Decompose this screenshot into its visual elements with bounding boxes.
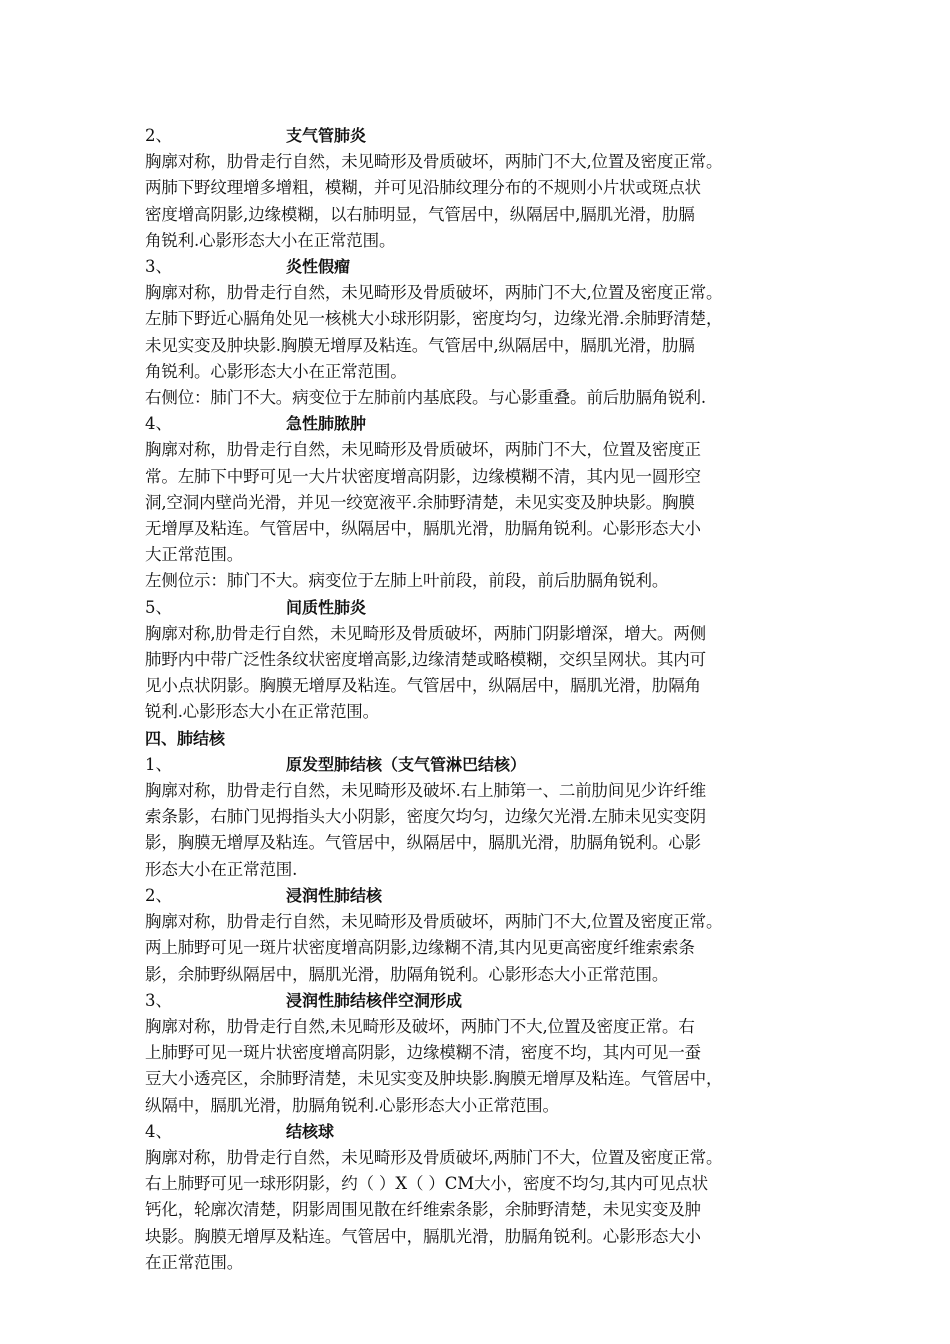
item-number: 2、 — [145, 885, 172, 905]
paragraph-line: 肺野内中带广泛性条纹状密度增高影,边缘清楚或略模糊，交织呈网状。其内可 — [145, 650, 706, 670]
section-heading: 四、肺结核 — [145, 728, 226, 748]
paragraph-line: 无增厚及粘连。气管居中，纵隔居中，膈肌光滑，肋膈角锐利。心影形态大小 — [145, 519, 701, 539]
paragraph-line: 右上肺野可见一球形阴影，约（ ）X（ ）CM大小，密度不均匀,其内可见点状 — [145, 1174, 708, 1194]
paragraph-line: 两上肺野可见一斑片状密度增高阴影,边缘糊不清,其内见更高密度纤维索索条 — [145, 938, 695, 958]
paragraph-line: 胸廓对称，肋骨走行自然，未见畸形及骨质破坏，两肺门不大,位置及密度正常。 — [145, 152, 723, 172]
paragraph-line: 胸廓对称，肋骨走行自然，未见畸形及骨质破坏，两肺门不大,位置及密度正常。 — [145, 912, 723, 932]
item-number: 3、 — [145, 990, 172, 1010]
paragraph-line: 两肺下野纹理增多增粗，模糊，并可见沿肺纹理分布的不规则小片状或斑点状 — [145, 178, 701, 198]
paragraph-line: 胸廓对称，肋骨走行自然，未见畸形及骨质破坏，两肺门不大，位置及密度正 — [145, 440, 701, 460]
paragraph-line: 密度增高阴影,边缘模糊，以右肺明显，气管居中，纵隔居中,膈肌光滑，肋膈 — [145, 204, 695, 224]
item-heading — [145, 254, 825, 280]
paragraph-line: 胸廓对称，肋骨走行自然，未见畸形及骨质破坏,两肺门不大，位置及密度正常。 — [145, 1147, 723, 1167]
item-title: 间质性肺炎 — [286, 597, 367, 617]
item-number: 5、 — [145, 597, 172, 617]
paragraph-line: 左肺下野近心膈角处见一核桃大小球形阴影，密度均匀，边缘光滑.余肺野清楚， — [145, 309, 723, 329]
paragraph-line: 未见实变及肿块影.胸膜无增厚及粘连。气管居中,纵隔居中，膈肌光滑，肋膈 — [145, 335, 695, 355]
item-heading — [145, 123, 825, 149]
paragraph-line: 胸廓对称，肋骨走行自然，未见畸形及破坏.右上肺第一、二前肋间见少许纤维 — [145, 781, 706, 801]
item-title: 急性肺脓肿 — [286, 414, 367, 434]
item-number: 4、 — [145, 414, 172, 434]
item-heading — [145, 411, 825, 437]
paragraph-line: 胸廓对称，肋骨走行自然，未见畸形及骨质破坏，两肺门不大,位置及密度正常。 — [145, 283, 723, 303]
item-number: 2、 — [145, 126, 172, 145]
item-title: 结核球 — [286, 1121, 335, 1141]
item-title: 浸润性肺结核 — [286, 885, 383, 905]
paragraph-line: 角锐利。心影形态大小在正常范围。 — [145, 361, 407, 381]
paragraph-line: 大正常范围。 — [145, 545, 244, 565]
paragraph-line: 块影。胸膜无增厚及粘连。气管居中，膈肌光滑，肋膈角锐利。心影形态大小 — [145, 1226, 701, 1246]
paragraph-line: 角锐利.心影形态大小在正常范围。 — [145, 230, 396, 250]
paragraph-line: 左侧位示：肺门不大。病变位于左肺上叶前段，前段，前后肋膈角锐利。 — [145, 571, 669, 591]
item-title: 支气管肺炎 — [286, 126, 367, 145]
paragraph-line: 见小点状阴影。胸膜无增厚及粘连。气管居中，纵隔居中，膈肌光滑，肋隔角 — [145, 676, 701, 696]
paragraph-line: 形态大小在正常范围. — [145, 859, 298, 879]
item-heading — [145, 595, 825, 621]
item-number: 3、 — [145, 257, 172, 277]
paragraph-line: 影，余肺野纵隔居中，膈肌光滑，肋隔角锐利。心影形态大小正常范围。 — [145, 964, 669, 984]
item-heading — [145, 1119, 825, 1145]
paragraph-line: 右侧位：肺门不大。病变位于左肺前内基底段。与心影重叠。前后肋膈角锐利. — [145, 388, 706, 408]
paragraph-line: 钙化，轮廓次清楚，阴影周围见散在纤维索条影，余肺野清楚，未见实变及肿 — [145, 1200, 701, 1220]
item-heading — [145, 752, 825, 778]
paragraph-line: 索条影，右肺门见拇指头大小阴影，密度欠均匀，边缘欠光滑.左肺未见实变阴 — [145, 807, 706, 827]
paragraph-line: 豆大小透亮区，余肺野清楚，未见实变及肿块影.胸膜无增厚及粘连。气管居中， — [145, 1069, 723, 1089]
item-heading — [145, 988, 825, 1014]
paragraph-line: 胸廓对称，肋骨走行自然,未见畸形及破坏，两肺门不大,位置及密度正常。右 — [145, 1016, 695, 1036]
paragraph-line: 在正常范围。 — [145, 1252, 244, 1272]
item-title: 炎性假瘤 — [286, 257, 351, 277]
item-heading — [145, 883, 825, 909]
document-page — [145, 123, 825, 1276]
paragraph-line: 常。左肺下中野可见一大片状密度增高阴影，边缘模糊不清，其内见一圆形空 — [145, 466, 701, 486]
paragraph-line: 胸廓对称,肋骨走行自然，未见畸形及骨质破坏，两肺门阴影增深，增大。两侧 — [145, 623, 706, 643]
paragraph-line: 影，胸膜无增厚及粘连。气管居中，纵隔居中，膈肌光滑，肋膈角锐利。心影 — [145, 833, 701, 853]
paragraph-line: 上肺野可见一斑片状密度增高阴影，边缘模糊不清，密度不均，其内可见一蚕 — [145, 1043, 701, 1063]
paragraph-line: 洞,空洞内壁尚光滑，并见一绞宽液平.余肺野清楚，未见实变及肿块影。胸膜 — [145, 492, 695, 512]
item-number: 4、 — [145, 1121, 172, 1141]
item-title: 原发型肺结核（支气管淋巴结核） — [286, 754, 527, 774]
item-title: 浸润性肺结核伴空洞形成 — [286, 990, 463, 1010]
item-number: 1、 — [145, 754, 172, 774]
paragraph-line: 锐利.心影形态大小在正常范围。 — [145, 702, 379, 722]
paragraph-line: 纵隔中，膈肌光滑，肋膈角锐利.心影形态大小正常范围。 — [145, 1095, 559, 1115]
